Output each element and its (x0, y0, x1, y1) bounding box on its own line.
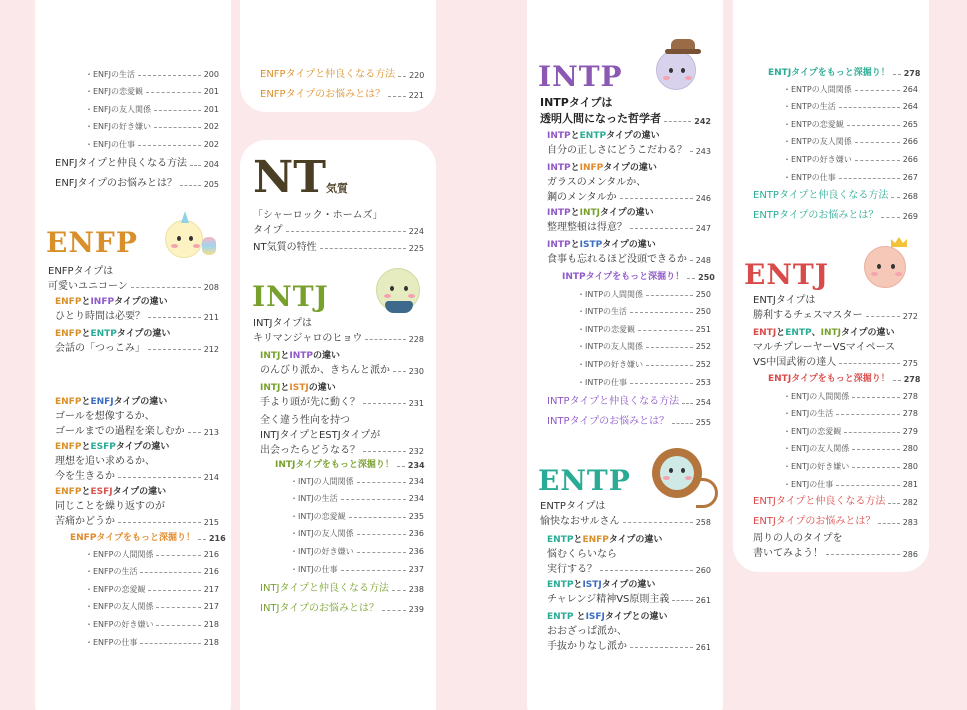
toc-entry[interactable]: ENFPタイプをもっと深掘り！ 216 (70, 532, 226, 543)
enfj-end-list (55, 150, 219, 190)
intp-heading: INTP (538, 60, 623, 93)
toc-entry[interactable]: ・ENTPの恋愛観 265 (783, 119, 918, 129)
toc-entry[interactable]: INTPタイプと仲良くなる方法 254 (547, 395, 711, 407)
intj-deep-list (290, 469, 424, 575)
toc-entry[interactable]: ・INTJの仕事 237 (290, 564, 424, 574)
toc-entry[interactable]: ・INTJの生活 234 (290, 494, 424, 504)
toc-entry[interactable]: ・ENTJの生活 278 (783, 409, 918, 419)
toc-entry[interactable]: ・INTPの好き嫌い 252 (577, 359, 711, 369)
toc-entry[interactable]: ・INTPの生活 250 (577, 307, 711, 317)
toc-entry[interactable]: ENFPタイプと仲良くなる方法 220 (260, 68, 425, 80)
toc-entry[interactable]: INTJタイプと仲良くなる方法 238 (260, 582, 424, 594)
entp-deep-list (783, 77, 918, 183)
entj-deep-dive (768, 369, 921, 385)
enfp-end-list (260, 61, 424, 101)
toc-entry[interactable]: ・ENFJの好き嫌い 202 (85, 122, 219, 131)
intj-vs-2[interactable]: INTJとISTJの違い 手より頭が先に動く？ 231 (260, 383, 424, 408)
intj-cross[interactable]: 全く違う性向を持つ INTJタイプとESTJタイプが 出会ったらどうなる？ 232 (260, 415, 424, 456)
toc-entry[interactable]: ・ENTPの人間関係 264 (783, 84, 918, 94)
leopard-mascot-icon (376, 268, 420, 312)
enfj-sub-list (85, 62, 219, 150)
toc-entry[interactable]: ・ENFPの好き嫌い 218 (85, 619, 219, 629)
toc-entry[interactable]: ENFJタイプのお悩みとは？ 205 (55, 177, 219, 189)
intj-end-list (260, 575, 424, 615)
toc-entry[interactable]: ・ENTJの人間関係 278 (783, 391, 918, 401)
enfp-vs-4[interactable]: ENFPとESFPタイプの違い 理想を追い求めるか、 今を生きるか 214 (55, 442, 219, 482)
intp-deep-dive (562, 267, 715, 283)
toc-entry[interactable]: ・ENTJの恋愛観 279 (783, 426, 918, 436)
enfp-heading: ENFP (46, 226, 138, 259)
toc-entry[interactable]: ・ENTPの好き嫌い 266 (783, 154, 918, 164)
toc-entry[interactable]: ・ENFJの仕事 202 (85, 139, 219, 149)
enfp-vs-3[interactable]: ENFPとENFJタイプの違い ゴールを想像するか、 ゴールまでの過程を楽しむか 213 (55, 397, 219, 437)
entj-vs-1[interactable]: ENTJとENTP、INTJタイプの違い マルチプレーヤーVSマイペース VS中国武術の達人 275 (753, 328, 918, 368)
entj-deep-list (783, 384, 918, 490)
enfp-deep-list (85, 542, 219, 648)
toc-entry[interactable]: INTJタイプをもっと深掘り！ 234 (275, 459, 425, 470)
toc-entry[interactable]: ・INTJの恋愛観 235 (290, 511, 424, 521)
toc-entry[interactable]: INTPタイプをもっと深掘り！ 250 (562, 271, 715, 282)
closing-entry[interactable]: 周りの人のタイプを 書いてみよう！ 286 (753, 533, 918, 559)
toc-entry[interactable]: ENFJタイプと仲良くなる方法 204 (55, 157, 219, 169)
toc-entry[interactable]: ・ENTPの生活 264 (783, 102, 918, 112)
toc-entry[interactable]: ENTJタイプをもっと深掘り！ 278 (768, 67, 921, 78)
intp-intro[interactable]: INTPタイプは 透明人間になった哲学者 242 (540, 96, 711, 126)
chess-master-mascot-icon (864, 246, 906, 288)
intp-vs-2[interactable]: INTPとINFPタイプの違い ガラスのメンタルか、 鋼のメンタルか 246 (547, 163, 711, 203)
entj-end-list (753, 488, 918, 528)
toc-entry[interactable]: ・INTPの友人関係 252 (577, 342, 711, 352)
toc-entry[interactable]: ・ENFJの恋愛観 201 (85, 87, 219, 96)
toc-entry[interactable]: ・ENFJの生活 200 (85, 69, 219, 79)
enfp-intro[interactable]: ENFPタイプは 可愛いユニコーン 208 (48, 266, 219, 292)
toc-entry[interactable]: ENTPタイプと仲良くなる方法 268 (753, 189, 918, 201)
toc-entry[interactable]: ・INTPの人間関係 250 (577, 289, 711, 299)
toc-entry[interactable]: ・INTJの好き嫌い 236 (290, 546, 424, 556)
entp-vs-3[interactable]: ENTP とISFJタイプとの違い おおざっぱ派か、 手抜かりなし派か 261 (547, 612, 711, 652)
intj-vs-1[interactable]: INTJとINTPの違い のんびり派か、きちんと派か 230 (260, 351, 424, 376)
toc-entry[interactable]: ・ENFPの友人関係 217 (85, 602, 219, 612)
toc-entry[interactable]: ・ENTJの仕事 281 (783, 479, 918, 489)
philosopher-mascot-icon (656, 50, 696, 90)
toc-entry[interactable]: ・ENFPの生活 216 (85, 567, 219, 577)
toc-entry[interactable]: ・INTPの恋愛観 251 (577, 324, 711, 334)
intj-heading: INTJ (252, 280, 329, 313)
toc-entry[interactable]: ・ENFPの人間関係 216 (85, 549, 219, 559)
toc-entry[interactable]: INTJタイプのお悩みとは？ 239 (260, 602, 424, 614)
toc-entry[interactable]: ・INTPの仕事 253 (577, 377, 711, 387)
intp-deep-list (577, 282, 711, 388)
nt-heading: NT気質 (253, 152, 348, 203)
entp-vs-1[interactable]: ENTPとENFPタイプの違い 悩むくらいなら 実行する？ 260 (547, 535, 711, 575)
intp-vs-1[interactable]: INTPとENTPタイプの違い 自分の正しさにどうこだわる？ 243 (547, 131, 711, 156)
entp-end-list (753, 182, 918, 222)
toc-entry[interactable]: ・ENTJの好き嫌い 280 (783, 461, 918, 471)
entp-intro[interactable]: ENTPタイプは 愉快なおサルさん 258 (540, 501, 711, 527)
intp-vs-3[interactable]: INTPとINTJタイプの違い 整理整頓は得意？ 247 (547, 208, 711, 233)
enfp-vs-2[interactable]: ENFPとENTPタイプの違い 会話の「つっこみ」 212 (55, 329, 219, 354)
nt-intro[interactable]: 「シャーロック・ホームズ」 タイプ 224 NT気質の特性 225 (253, 210, 424, 253)
toc-entry[interactable]: ENTJタイプと仲良くなる方法 282 (753, 495, 918, 507)
toc-entry[interactable]: INTPタイプのお悩みとは？ 255 (547, 415, 711, 427)
toc-entry[interactable]: ・ENTPの友人関係 266 (783, 137, 918, 147)
toc-entry[interactable]: ・ENFPの仕事 218 (85, 637, 219, 647)
monkey-mascot-icon (652, 448, 702, 498)
intj-intro[interactable]: INTJタイプは キリマンジャロのヒョウ 228 (253, 318, 424, 344)
toc-entry[interactable]: ENTJタイプのお悩みとは？ 283 (753, 515, 918, 527)
toc-entry[interactable]: ENFPタイプのお悩みとは？ 221 (260, 88, 424, 100)
toc-entry[interactable]: ・ENFJの友人関係 201 (85, 104, 219, 114)
intp-end-list (547, 388, 711, 428)
entj-heading: ENTJ (744, 258, 830, 291)
toc-entry[interactable]: ・INTJの友人関係 236 (290, 529, 424, 539)
toc-entry[interactable]: ENTPタイプのお悩みとは？ 269 (753, 209, 918, 221)
enfp-vs-5[interactable]: ENFPとESFJタイプの違い 同じことを繰り返すのが 苦痛かどうか 215 (55, 487, 219, 527)
entp-vs-2[interactable]: ENTPとISTJタイプの違い チャレンジ精神VS原則主義 261 (547, 580, 711, 605)
toc-entry[interactable]: ・ENTPの仕事 267 (783, 172, 918, 182)
toc-entry[interactable]: ENTJタイプをもっと深掘り！ 278 (768, 373, 921, 384)
toc-entry[interactable]: ・ENTJの友人関係 280 (783, 444, 918, 454)
entj-intro[interactable]: ENTJタイプは 勝利するチェスマスター 272 (753, 295, 918, 321)
toc-entry[interactable]: ・ENFPの恋愛観 217 (85, 584, 219, 594)
intp-vs-4[interactable]: INTPとISTPタイプの違い 食事も忘れるほど没頭できるか 248 (547, 240, 711, 265)
entp-heading: ENTP (538, 464, 631, 497)
toc-entry[interactable]: ・INTJの人間関係 234 (290, 476, 424, 486)
enfp-vs-1[interactable]: ENFPとINFPタイプの違い ひとり時間は必要？ 211 (55, 297, 219, 322)
unicorn-mascot-icon (165, 220, 203, 258)
